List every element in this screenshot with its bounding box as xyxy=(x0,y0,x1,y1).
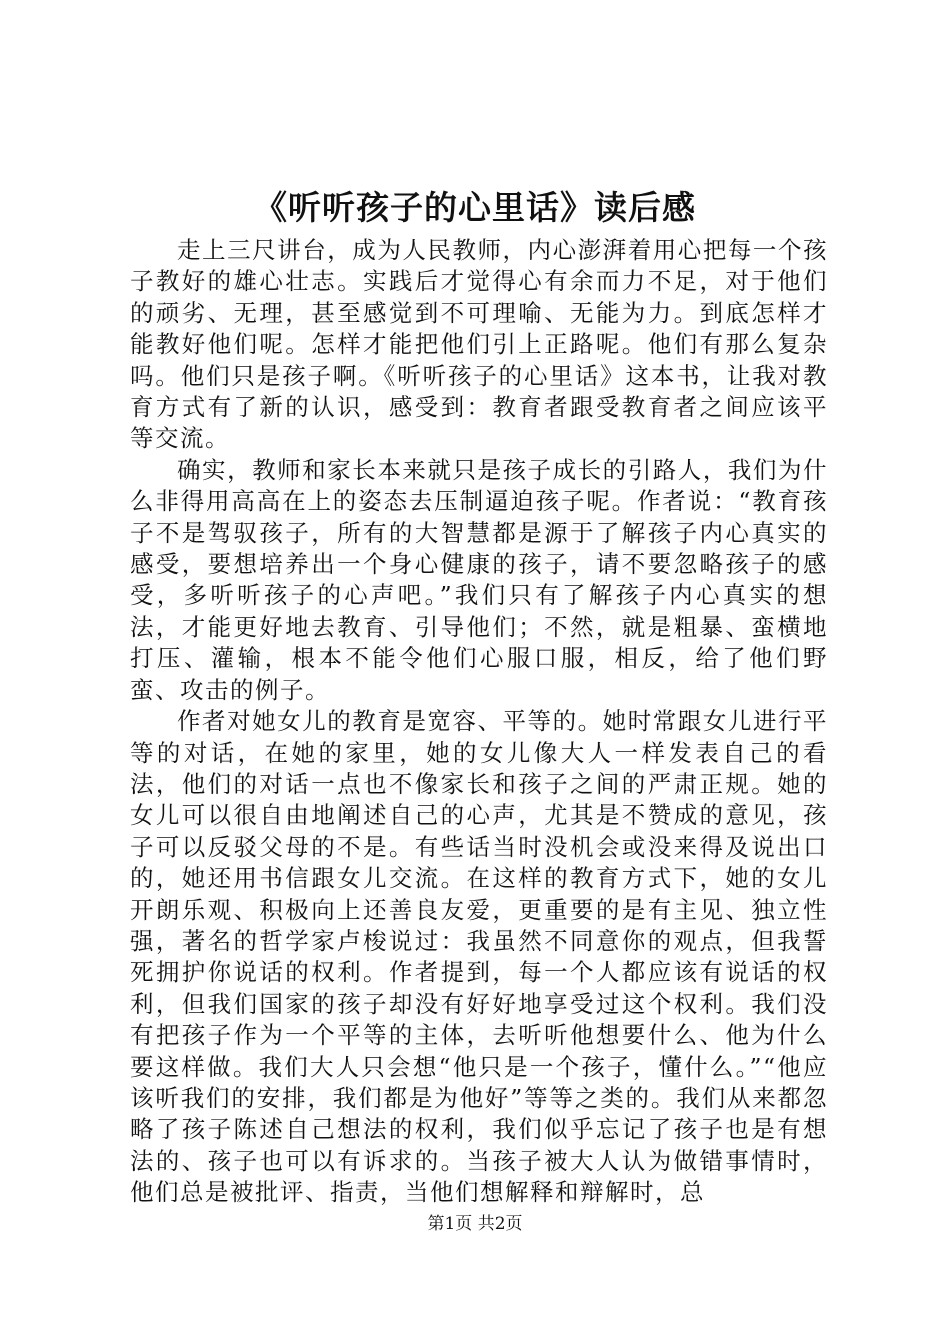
document-body xyxy=(130,235,828,1209)
paragraph: 作者对她女儿的教育是宽容、平等的。她时常跟女儿进行平等的对话，在她的家里，她的女儿像大人一样发表自己的看法，他们的对话一点也不像家长和孩子之间的严肃正规。她的女儿可以很自由地阐述自己的心声，尤其是不赞成的意见，孩子可以反驳父母的不是。有些话当时没机会或没来得及说出口的，她还用书信跟女儿交流。在这样的教育方式下，她的女儿开朗乐观、积极向上还善良友爱，更重要的是有主见、独立性强，著名的哲学家卢梭说过：我虽然不同意你的观点，但我誓死拥护你说话的权利。作者提到，每一个人都应该有说话的权利，但我们国家的孩子却没有好好地享受过这个权利。我们没有把孩子作为一个平等的主体，去听听他想要什么、他为什么要这样做。我们大人只会想“他只是一个孩子，懂什么。”“他应该听我们的安排，我们都是为他好”等等之类的。我们从来都忽略了孩子陈述自己想法的权利，我们似乎忘记了孩子也是有想法的、孩子也可以有诉求的。当孩子被大人认为做错事情时，他们总是被批评、指责，当他们想解释和辩解时，总 xyxy=(130,707,828,1207)
paragraph: 走上三尺讲台，成为人民教师，内心澎湃着用心把每一个孩子教好的雄心壮志。实践后才觉得心有余而力不足，对于他们的顽劣、无理，甚至感觉到不可理喻、无能为力。到底怎样才能教好他们呢。怎样才能把他们引上正路呢。他们有那么复杂吗。他们只是孩子啊。《听听孩子的心里话》这本书，让我对教育方式有了新的认识，感受到：教育者跟受教育者之间应该平等交流。 xyxy=(130,236,828,453)
page-footer xyxy=(0,1213,950,1235)
page-number: 第1页 共2页 xyxy=(427,1214,523,1234)
paragraph: 确实，教师和家长本来就只是孩子成长的引路人，我们为什么非得用高高在上的姿态去压制逼迫孩子呢。作者说：“教育孩子不是驾驭孩子，所有的大智慧都是源于了解孩子内心真实的感受，要想培养出一个身心健康的孩子，请不要忽略孩子的感受，多听听孩子的心声吧。”我们只有了解孩子内心真实的想法，才能更好地去教育、引导他们；不然，就是粗暴、蛮横地打压、灌输，根本不能令他们心服口服，相反，给了他们野蛮、攻击的例子。 xyxy=(130,455,828,704)
document-title: 《听听孩子的心里话》读后感 xyxy=(254,188,696,227)
